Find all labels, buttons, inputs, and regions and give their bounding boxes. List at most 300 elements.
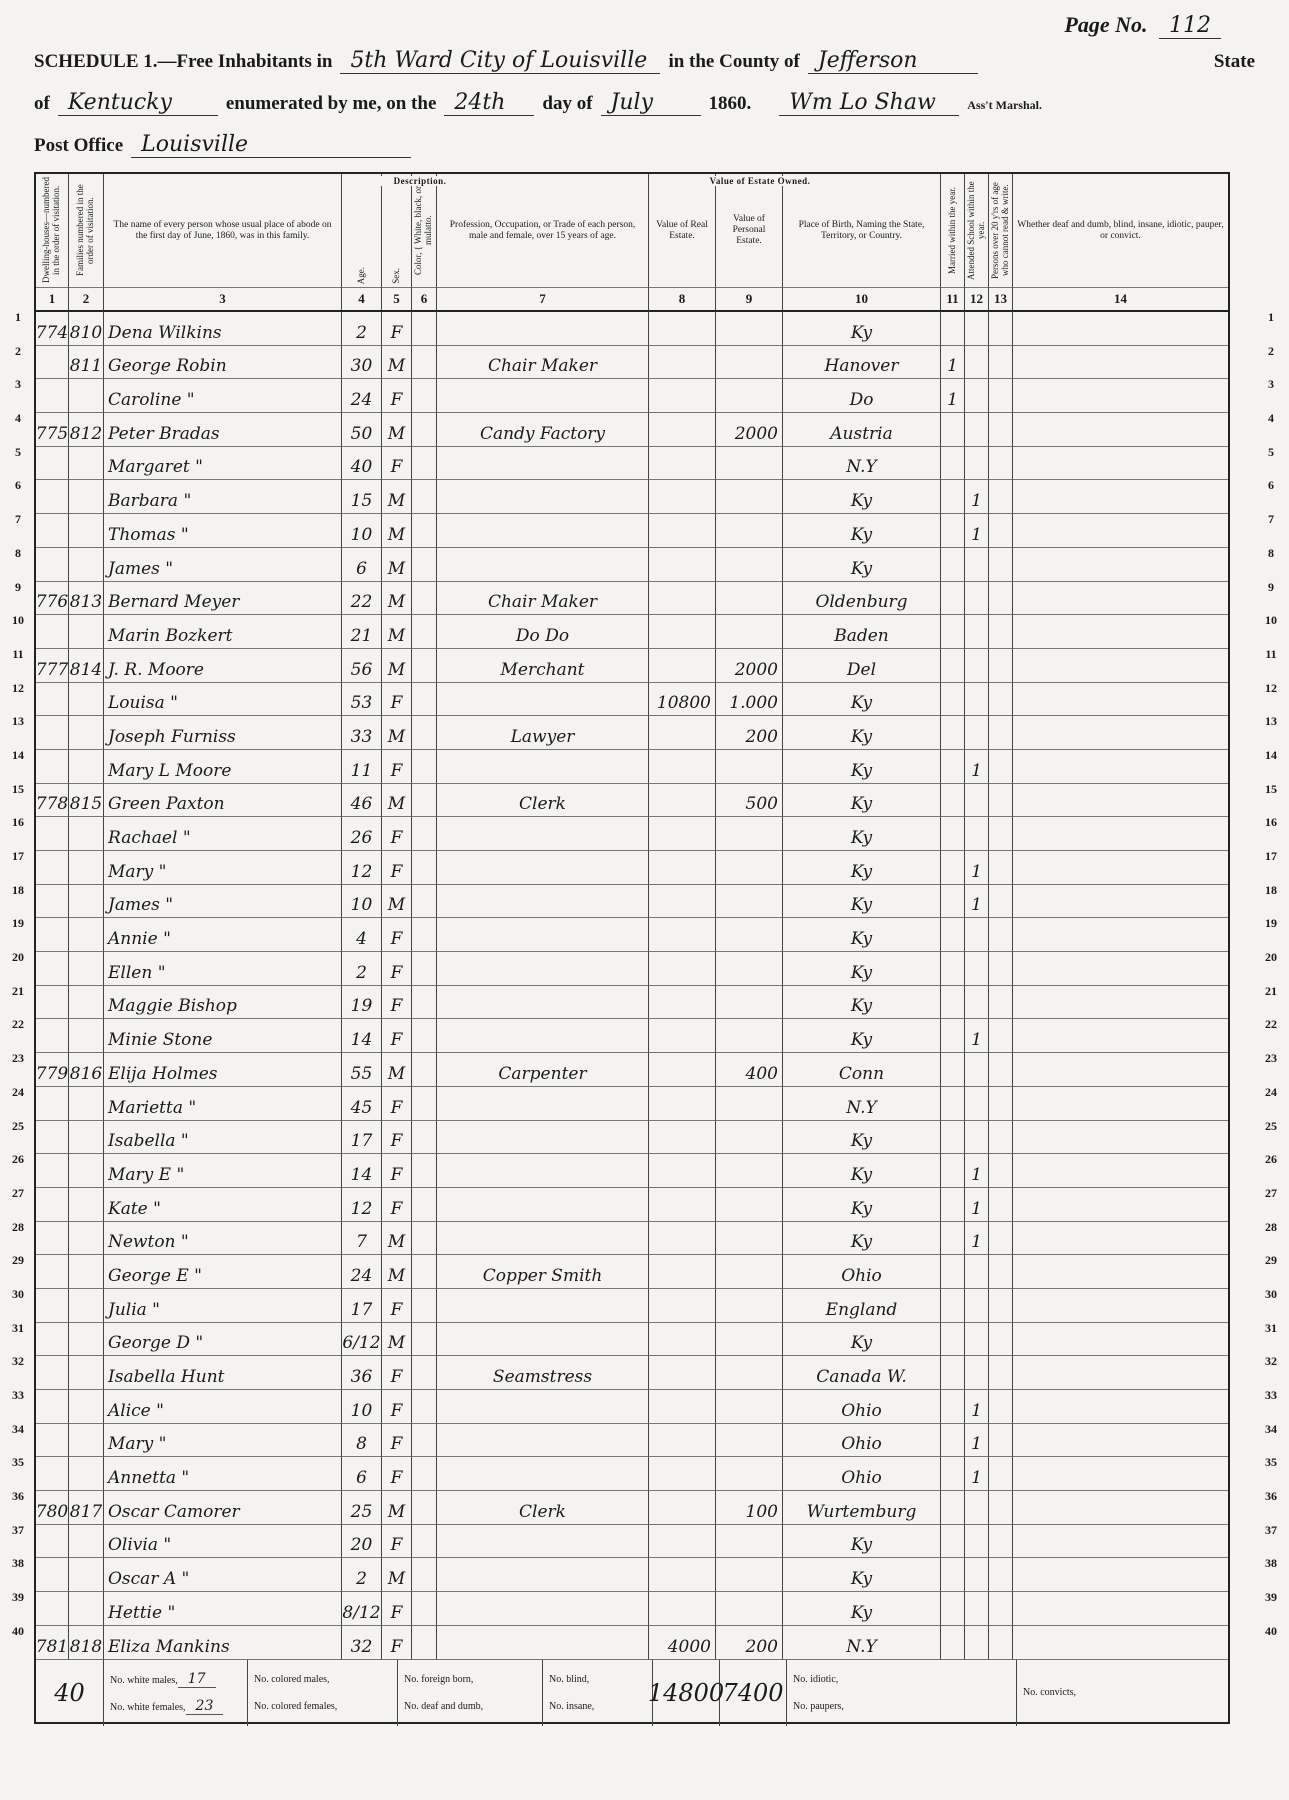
family-cell [69, 1323, 104, 1357]
occupation-cell [437, 1592, 649, 1626]
birthplace-cell: Ky [783, 885, 941, 919]
condition-cell [1013, 413, 1228, 447]
real-estate-cell: 4000 [649, 1626, 716, 1660]
age-cell: 53 [342, 683, 382, 717]
name-cell: Oscar A " [104, 1558, 342, 1592]
illiterate-cell [989, 346, 1013, 380]
family-cell [69, 1188, 104, 1222]
schedule-title: SCHEDULE 1.—Free Inhabitants in [34, 51, 333, 72]
married-cell [941, 615, 965, 649]
occupation-cell: Carpenter [437, 1053, 649, 1087]
condition-cell [1013, 1323, 1228, 1357]
line-number: 35 [12, 1455, 24, 1470]
color-cell [412, 1188, 437, 1222]
real-estate-cell [649, 750, 716, 784]
col-number: 1 [36, 288, 69, 312]
age-cell: 40 [342, 447, 382, 481]
sex-cell: F [382, 1087, 412, 1121]
condition-cell [1013, 548, 1228, 582]
birthplace-cell: Conn [783, 1053, 941, 1087]
dwelling-cell [36, 1525, 69, 1559]
occupation-cell [437, 1188, 649, 1222]
real-estate-cell [649, 885, 716, 919]
married-cell [941, 1087, 965, 1121]
footer-foreign [398, 1660, 543, 1726]
dwelling-cell [36, 851, 69, 885]
name-cell: Caroline " [104, 379, 342, 413]
sex-cell: F [382, 1356, 412, 1390]
dwelling-cell [36, 1255, 69, 1289]
real-estate-cell [649, 1525, 716, 1559]
name-cell: J. R. Moore [104, 649, 342, 683]
birthplace-cell: Ohio [783, 1255, 941, 1289]
page-number-value: 112 [1159, 13, 1221, 39]
personal-estate-cell [716, 986, 783, 1020]
color-cell [412, 1457, 437, 1491]
illiterate-cell [989, 1154, 1013, 1188]
condition-cell [1013, 1087, 1228, 1121]
birthplace-cell: Oldenburg [783, 582, 941, 616]
sex-cell: M [382, 1323, 412, 1357]
school-cell [965, 582, 989, 616]
paupers-label: No. paupers, [793, 1700, 844, 1712]
dwelling-cell: 778 [36, 784, 69, 818]
illiterate-cell [989, 548, 1013, 582]
line-number: 14 [1265, 747, 1277, 762]
color-cell [412, 1289, 437, 1323]
occupation-cell: Do Do [437, 615, 649, 649]
color-cell [412, 1424, 437, 1458]
personal-estate-cell [716, 346, 783, 380]
real-estate-cell [649, 582, 716, 616]
condition-cell [1013, 514, 1228, 548]
line-number: 1 [1268, 310, 1274, 324]
birthplace-cell: N.Y [783, 1087, 941, 1121]
line-number: 6 [1268, 478, 1274, 493]
line-number: 4 [15, 411, 21, 426]
illiterate-cell [989, 1323, 1013, 1357]
condition-cell [1013, 1457, 1228, 1491]
family-cell [69, 480, 104, 514]
condition-cell [1013, 986, 1228, 1020]
real-estate-cell [649, 447, 716, 481]
enumerated-label: enumerated by me, on the [225, 93, 437, 114]
married-cell [941, 514, 965, 548]
married-cell [941, 1457, 965, 1491]
post-office-label: Post Office [34, 135, 124, 156]
occupation-cell [437, 447, 649, 481]
line-number: 13 [1265, 714, 1277, 729]
name-cell: Newton " [104, 1222, 342, 1256]
family-cell [69, 379, 104, 413]
name-cell: Olivia " [104, 1525, 342, 1559]
age-cell: 4 [342, 918, 382, 952]
age-cell: 8 [342, 1424, 382, 1458]
condition-cell [1013, 649, 1228, 683]
white-females-value: 23 [186, 1698, 224, 1715]
birthplace-cell: Ky [783, 514, 941, 548]
condition-cell [1013, 1188, 1228, 1222]
married-cell [941, 1289, 965, 1323]
age-cell: 25 [342, 1491, 382, 1525]
family-cell [69, 514, 104, 548]
personal-estate-cell: 2000 [716, 649, 783, 683]
married-cell [941, 447, 965, 481]
condition-cell [1013, 918, 1228, 952]
footer-colored [248, 1660, 398, 1726]
illiterate-cell [989, 817, 1013, 851]
col-number: 6 [412, 288, 437, 312]
age-cell: 2 [342, 952, 382, 986]
sex-cell: F [382, 986, 412, 1020]
illiterate-cell [989, 1457, 1013, 1491]
line-number: 30 [1265, 1286, 1277, 1301]
school-cell [965, 379, 989, 413]
dwelling-cell: 774 [36, 312, 69, 346]
school-cell [965, 986, 989, 1020]
personal-estate-cell: 500 [716, 784, 783, 818]
dwelling-cell [36, 1019, 69, 1053]
age-cell: 45 [342, 1087, 382, 1121]
real-estate-cell [649, 784, 716, 818]
birthplace-cell: Canada W. [783, 1356, 941, 1390]
married-cell [941, 548, 965, 582]
illiterate-cell [989, 649, 1013, 683]
illiterate-cell [989, 1626, 1013, 1660]
line-number: 16 [1265, 815, 1277, 830]
dwelling-cell: 777 [36, 649, 69, 683]
married-cell [941, 413, 965, 447]
col-number: 13 [989, 288, 1013, 312]
col-header-age: Age. [342, 174, 382, 288]
dwelling-cell [36, 1390, 69, 1424]
real-estate-cell [649, 514, 716, 548]
dwelling-cell [36, 986, 69, 1020]
line-number: 5 [15, 444, 21, 459]
dwelling-cell: 780 [36, 1491, 69, 1525]
sex-cell: F [382, 1424, 412, 1458]
ward-value: 5th Ward City of Louisville [340, 48, 660, 74]
real-estate-cell [649, 649, 716, 683]
name-cell: Joseph Furniss [104, 716, 342, 750]
page-number [1064, 12, 1221, 38]
name-cell: Minie Stone [104, 1019, 342, 1053]
married-cell [941, 1323, 965, 1357]
family-cell [69, 615, 104, 649]
line-number: 14 [12, 747, 24, 762]
birthplace-cell: Baden [783, 615, 941, 649]
dwelling-cell [36, 918, 69, 952]
personal-estate-cell [716, 615, 783, 649]
name-cell: Annie " [104, 918, 342, 952]
real-estate-cell [649, 1356, 716, 1390]
family-cell [69, 1255, 104, 1289]
line-number: 37 [1265, 1522, 1277, 1537]
dwelling-cell [36, 1222, 69, 1256]
birthplace-cell: Ky [783, 750, 941, 784]
dwelling-cell [36, 1558, 69, 1592]
line-number: 2 [15, 343, 21, 358]
married-cell [941, 1390, 965, 1424]
occupation-cell [437, 1525, 649, 1559]
foreign-born-label: No. foreign born, [404, 1673, 474, 1685]
color-cell [412, 750, 437, 784]
dwelling-cell [36, 548, 69, 582]
deaf-dumb-label: No. deaf and dumb, [404, 1700, 484, 1712]
line-number: 21 [1265, 983, 1277, 998]
dwelling-cell [36, 1188, 69, 1222]
family-cell [69, 1356, 104, 1390]
illiterate-cell [989, 1491, 1013, 1525]
color-cell [412, 885, 437, 919]
age-cell: 21 [342, 615, 382, 649]
condition-cell [1013, 784, 1228, 818]
condition-cell [1013, 885, 1228, 919]
color-cell [412, 312, 437, 346]
married-cell [941, 784, 965, 818]
age-cell: 7 [342, 1222, 382, 1256]
name-cell: Dena Wilkins [104, 312, 342, 346]
color-cell [412, 1222, 437, 1256]
school-cell: 1 [965, 1188, 989, 1222]
family-cell: 816 [69, 1053, 104, 1087]
condition-cell [1013, 1592, 1228, 1626]
sex-cell: M [382, 1255, 412, 1289]
age-cell: 56 [342, 649, 382, 683]
age-cell: 10 [342, 885, 382, 919]
line-number: 29 [1265, 1253, 1277, 1268]
marshal-signature: Wm Lo Shaw [779, 90, 959, 116]
illiterate-cell [989, 750, 1013, 784]
condition-cell [1013, 1525, 1228, 1559]
condition-cell [1013, 346, 1228, 380]
age-cell: 8/12 [342, 1592, 382, 1626]
condition-cell [1013, 615, 1228, 649]
condition-cell [1013, 716, 1228, 750]
illiterate-cell [989, 784, 1013, 818]
personal-estate-cell [716, 1558, 783, 1592]
blind-label: No. blind, [549, 1673, 590, 1685]
birthplace-cell: Ohio [783, 1424, 941, 1458]
line-number: 32 [1265, 1354, 1277, 1369]
color-cell [412, 683, 437, 717]
line-number: 5 [1268, 444, 1274, 459]
col-header-dwelling: Dwelling-houses—numbered in the order of visitation. [36, 174, 69, 288]
illiterate-cell [989, 1019, 1013, 1053]
line-number: 40 [12, 1623, 24, 1638]
line-number: 8 [15, 545, 21, 560]
personal-estate-cell [716, 312, 783, 346]
personal-estate-cell [716, 1424, 783, 1458]
condition-cell [1013, 1255, 1228, 1289]
personal-estate-cell [716, 1087, 783, 1121]
real-estate-cell [649, 986, 716, 1020]
color-cell [412, 1121, 437, 1155]
illiterate-cell [989, 986, 1013, 1020]
line-number: 22 [1265, 1017, 1277, 1032]
line-number: 15 [1265, 781, 1277, 796]
family-cell [69, 1525, 104, 1559]
married-cell [941, 1558, 965, 1592]
school-cell: 1 [965, 480, 989, 514]
line-number: 24 [1265, 1084, 1277, 1099]
real-estate-cell [649, 1491, 716, 1525]
line-number: 37 [12, 1522, 24, 1537]
age-cell: 2 [342, 1558, 382, 1592]
married-cell [941, 1154, 965, 1188]
age-cell: 6 [342, 1457, 382, 1491]
married-cell [941, 716, 965, 750]
condition-cell [1013, 750, 1228, 784]
line-number: 23 [12, 1051, 24, 1066]
name-cell: Mary " [104, 851, 342, 885]
occupation-cell: Clerk [437, 784, 649, 818]
sex-cell: M [382, 480, 412, 514]
family-cell [69, 1019, 104, 1053]
real-estate-cell [649, 312, 716, 346]
col-number: 14 [1013, 288, 1228, 312]
table-footer-totals [36, 1660, 1228, 1726]
married-cell [941, 1255, 965, 1289]
personal-estate-cell [716, 1356, 783, 1390]
personal-estate-cell [716, 1019, 783, 1053]
page-number-label: Page No. [1064, 12, 1148, 37]
real-estate-cell: 10800 [649, 683, 716, 717]
dwelling-cell: 781 [36, 1626, 69, 1660]
condition-cell [1013, 1356, 1228, 1390]
personal-estate-cell [716, 918, 783, 952]
sex-cell: F [382, 447, 412, 481]
illiterate-cell [989, 1053, 1013, 1087]
col-header-real-estate: Value of Real Estate. [649, 174, 716, 288]
name-cell: James " [104, 548, 342, 582]
real-estate-cell [649, 1558, 716, 1592]
birthplace-cell: Ky [783, 1188, 941, 1222]
family-cell [69, 548, 104, 582]
school-cell [965, 1087, 989, 1121]
condition-cell [1013, 1491, 1228, 1525]
line-number: 12 [12, 680, 24, 695]
personal-estate-cell [716, 1222, 783, 1256]
real-estate-cell [649, 1188, 716, 1222]
family-cell [69, 1289, 104, 1323]
occupation-cell [437, 514, 649, 548]
real-estate-cell [649, 851, 716, 885]
dwelling-cell [36, 1356, 69, 1390]
state-label: State [1213, 51, 1255, 72]
illiterate-cell [989, 1356, 1013, 1390]
personal-estate-cell [716, 1255, 783, 1289]
condition-cell [1013, 1222, 1228, 1256]
sex-cell: F [382, 1592, 412, 1626]
line-number: 19 [1265, 916, 1277, 931]
school-cell [965, 1491, 989, 1525]
name-cell: James " [104, 885, 342, 919]
name-cell: Thomas " [104, 514, 342, 548]
school-cell [965, 1525, 989, 1559]
age-cell: 10 [342, 1390, 382, 1424]
age-cell: 19 [342, 986, 382, 1020]
family-cell: 815 [69, 784, 104, 818]
occupation-cell [437, 885, 649, 919]
sex-cell: M [382, 615, 412, 649]
illiterate-cell [989, 1558, 1013, 1592]
dwelling-cell [36, 480, 69, 514]
occupation-cell [437, 952, 649, 986]
color-cell [412, 548, 437, 582]
married-cell [941, 480, 965, 514]
birthplace-cell: Austria [783, 413, 941, 447]
condition-cell [1013, 1390, 1228, 1424]
col-number: 5 [382, 288, 412, 312]
name-cell: Oscar Camorer [104, 1491, 342, 1525]
family-cell [69, 885, 104, 919]
sex-cell: F [382, 683, 412, 717]
personal-estate-cell [716, 447, 783, 481]
dwelling-cell: 776 [36, 582, 69, 616]
sex-cell: F [382, 1188, 412, 1222]
illiterate-cell [989, 1289, 1013, 1323]
school-cell [965, 1255, 989, 1289]
line-number: 40 [1265, 1623, 1277, 1638]
birthplace-cell: Ohio [783, 1390, 941, 1424]
birthplace-cell: Ky [783, 817, 941, 851]
estate-group-label: Value of Estate Owned. [694, 176, 826, 186]
line-number: 24 [12, 1084, 24, 1099]
month-value: July [601, 90, 701, 116]
col-header-color: Color, { White, black, or mulatto. [412, 174, 437, 288]
school-cell: 1 [965, 1019, 989, 1053]
personal-estate-cell: 200 [716, 716, 783, 750]
age-cell: 50 [342, 413, 382, 447]
illiterate-cell [989, 683, 1013, 717]
col-header-name: The name of every person whose usual place of abode on the first day of June, 1860, was in this family. [104, 174, 342, 288]
real-estate-cell [649, 1457, 716, 1491]
occupation-cell [437, 1222, 649, 1256]
school-cell [965, 1356, 989, 1390]
school-cell [965, 1323, 989, 1357]
dwelling-cell [36, 1323, 69, 1357]
sex-cell: F [382, 379, 412, 413]
illiterate-cell [989, 1222, 1013, 1256]
age-cell: 15 [342, 480, 382, 514]
real-estate-cell [649, 716, 716, 750]
family-cell: 817 [69, 1491, 104, 1525]
birthplace-cell: Hanover [783, 346, 941, 380]
line-number: 18 [12, 882, 24, 897]
name-cell: Maggie Bishop [104, 986, 342, 1020]
condition-cell [1013, 312, 1228, 346]
family-cell: 813 [69, 582, 104, 616]
dwelling-cell [36, 346, 69, 380]
line-number: 21 [12, 983, 24, 998]
sex-cell: F [382, 1457, 412, 1491]
real-estate-cell [649, 1222, 716, 1256]
age-cell: 32 [342, 1626, 382, 1660]
personal-estate-cell [716, 952, 783, 986]
occupation-cell [437, 986, 649, 1020]
personal-estate-cell [716, 1154, 783, 1188]
condition-cell [1013, 1626, 1228, 1660]
dwelling-cell [36, 817, 69, 851]
color-cell [412, 851, 437, 885]
color-cell [412, 649, 437, 683]
age-cell: 14 [342, 1019, 382, 1053]
family-cell [69, 716, 104, 750]
line-number: 27 [12, 1185, 24, 1200]
occupation-cell [437, 1289, 649, 1323]
white-males-label: No. white males, [110, 1675, 178, 1686]
